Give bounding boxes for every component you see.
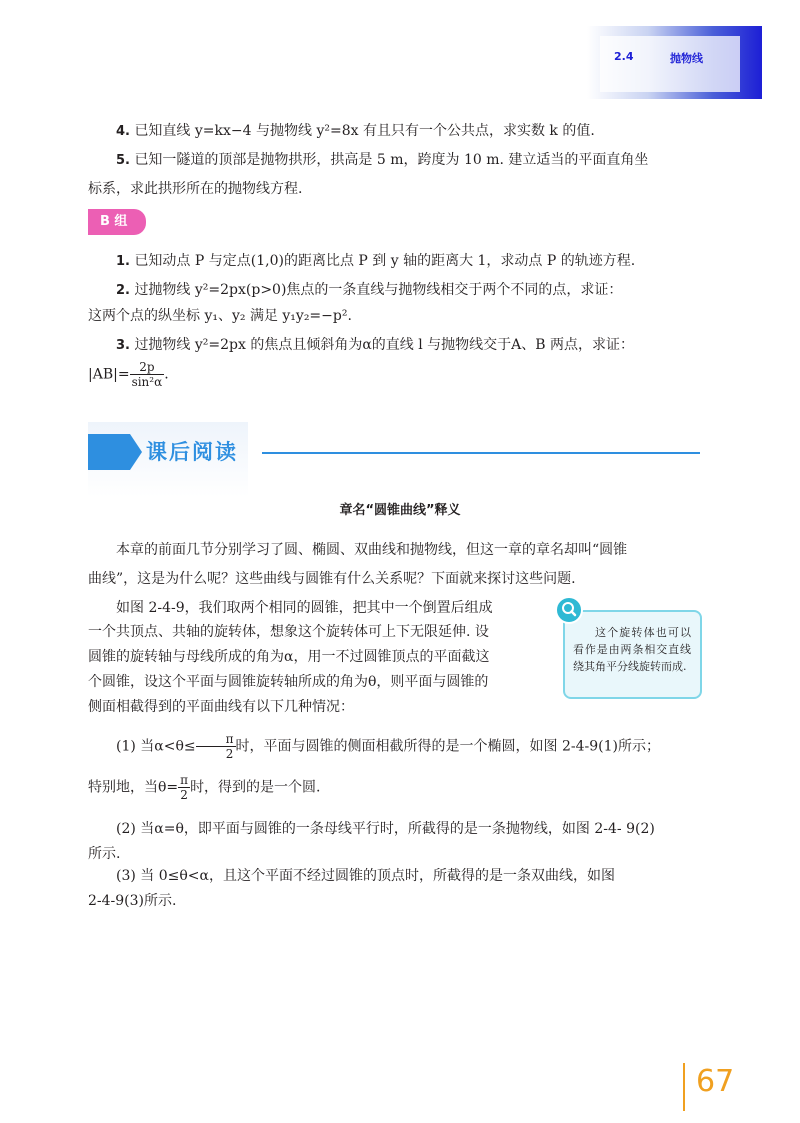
fraction-numerator: 2p xyxy=(130,360,165,375)
fraction-denominator: 2 xyxy=(180,788,188,802)
exercise-text: 已知直线 y=kx−4 与抛物线 y²=8x 有且只有一个公共点，求实数 k 的值. xyxy=(134,123,595,139)
exercise-5-cont: 标系，求此拱形所在的抛物线方程. xyxy=(88,181,303,197)
case-3-line-2: 2-4-9(3)所示. xyxy=(88,893,177,909)
case-1-line-1 xyxy=(88,732,702,762)
fraction-numerator: π xyxy=(196,732,236,747)
paragraph-2-line-3: 圆锥的旋转轴与母线所成的角为α，用一不过圆锥顶点的平面截这 xyxy=(88,649,490,665)
paragraph-1-line-2: 曲线”，这是为什么呢？这些曲线与圆锥有什么关系呢？下面就来探讨这些问题. xyxy=(88,571,576,587)
paragraph-1-line-1: 本章的前面几节分别学习了圆、椭圆、双曲线和抛物线，但这一章的章名却叫“圆锥 xyxy=(116,542,628,558)
exercise-text: 过抛物线 y²=2px 的焦点且倾斜角为α的直线 l 与抛物线交于A、B 两点，求证： xyxy=(134,337,635,353)
header-section-title: 抛物线 xyxy=(670,52,703,65)
exercise-number: 3. xyxy=(116,338,130,353)
reading-banner-title: 课后阅读 xyxy=(146,440,238,464)
fraction-numerator: π xyxy=(180,773,189,787)
exercise-b3-formula xyxy=(88,360,702,390)
exercise-5 xyxy=(88,146,702,175)
header-section-number: 2.4 xyxy=(614,50,634,63)
exercise-number: 1. xyxy=(116,254,130,269)
formula-end: . xyxy=(164,366,169,383)
exercise-b2 xyxy=(88,276,702,305)
side-note-text: 这个旋转体也可以看作是由两条相交直线绕其角平分线旋转而成. xyxy=(573,626,691,673)
reading-banner-rule xyxy=(262,452,700,454)
fraction-pi-over-2 xyxy=(196,732,236,761)
fraction xyxy=(130,360,165,389)
fraction-denominator: 2 xyxy=(225,747,234,761)
exercise-text: 已知动点 P 与定点(1,0)的距离比点 P 到 y 轴的距离大 1，求动点 P 的轨迹方程. xyxy=(134,253,636,269)
magnifier-icon xyxy=(555,596,583,624)
paragraph-2-line-1: 如图 2-4-9，我们取两个相同的圆锥，把其中一个倒置后组成 xyxy=(116,600,493,616)
exercise-b1 xyxy=(88,247,702,276)
page-number-rule xyxy=(683,1063,685,1111)
paragraph-2-line-2: 一个共顶点、共轴的旋转体，想象这个旋转体可上下无限延伸. 设 xyxy=(88,624,489,640)
paragraph-2-line-5: 侧面相截得到的平面曲线有以下几种情况： xyxy=(88,699,354,715)
exercise-b2-cont: 这两个点的纵坐标 y₁、y₂ 满足 y₁y₂=−p². xyxy=(88,308,352,324)
fraction-pi-over-2 xyxy=(178,773,190,802)
case-text: 时，平面与圆锥的侧面相截所得的是一个椭圆，如图 2-4-9(1)所示； xyxy=(235,738,660,755)
paragraph-2-line-4: 个圆锥，设这个平面与圆锥旋转轴所成的角为θ，则平面与圆锥的 xyxy=(88,674,489,690)
case-2-line-2: 所示. xyxy=(88,846,121,862)
case-text: (1) 当α<θ≤ xyxy=(116,738,196,755)
exercise-number: 2. xyxy=(116,283,130,298)
case-1-line-2 xyxy=(88,773,702,803)
page-number: 67 xyxy=(696,1064,735,1099)
case-text: 时，得到的是一个圆. xyxy=(190,779,321,796)
group-b-badge: B 组 xyxy=(88,209,146,235)
formula-lhs: |AB|= xyxy=(88,366,130,383)
side-note-box xyxy=(563,610,702,699)
case-3-line-1: (3) 当 0≤θ<α，且这个平面不经过圆锥的顶点时，所截得的是一条双曲线，如图 xyxy=(116,868,615,884)
fraction-denominator: sin²α xyxy=(131,375,163,389)
reading-banner-arrow xyxy=(130,434,142,470)
exercise-text: 过抛物线 y²=2px(p>0)焦点的一条直线与抛物线相交于两个不同的点，求证： xyxy=(134,282,623,298)
exercise-b3 xyxy=(88,331,702,360)
exercise-number: 5. xyxy=(116,153,130,168)
article-title: 章名“圆锥曲线”释义 xyxy=(339,503,461,518)
exercise-number: 4. xyxy=(116,124,130,139)
exercise-text: 已知一隧道的顶部是抛物拱形，拱高是 5 m，跨度为 10 m. 建立适当的平面直角坐 xyxy=(134,152,649,168)
case-text: 特别地，当θ= xyxy=(88,779,179,796)
case-2-line-1: (2) 当α=θ，即平面与圆锥的一条母线平行时，所截得的是一条抛物线，如图 2-4- 9(2) xyxy=(116,821,655,837)
exercise-4 xyxy=(88,117,702,146)
reading-banner-block xyxy=(88,434,130,470)
